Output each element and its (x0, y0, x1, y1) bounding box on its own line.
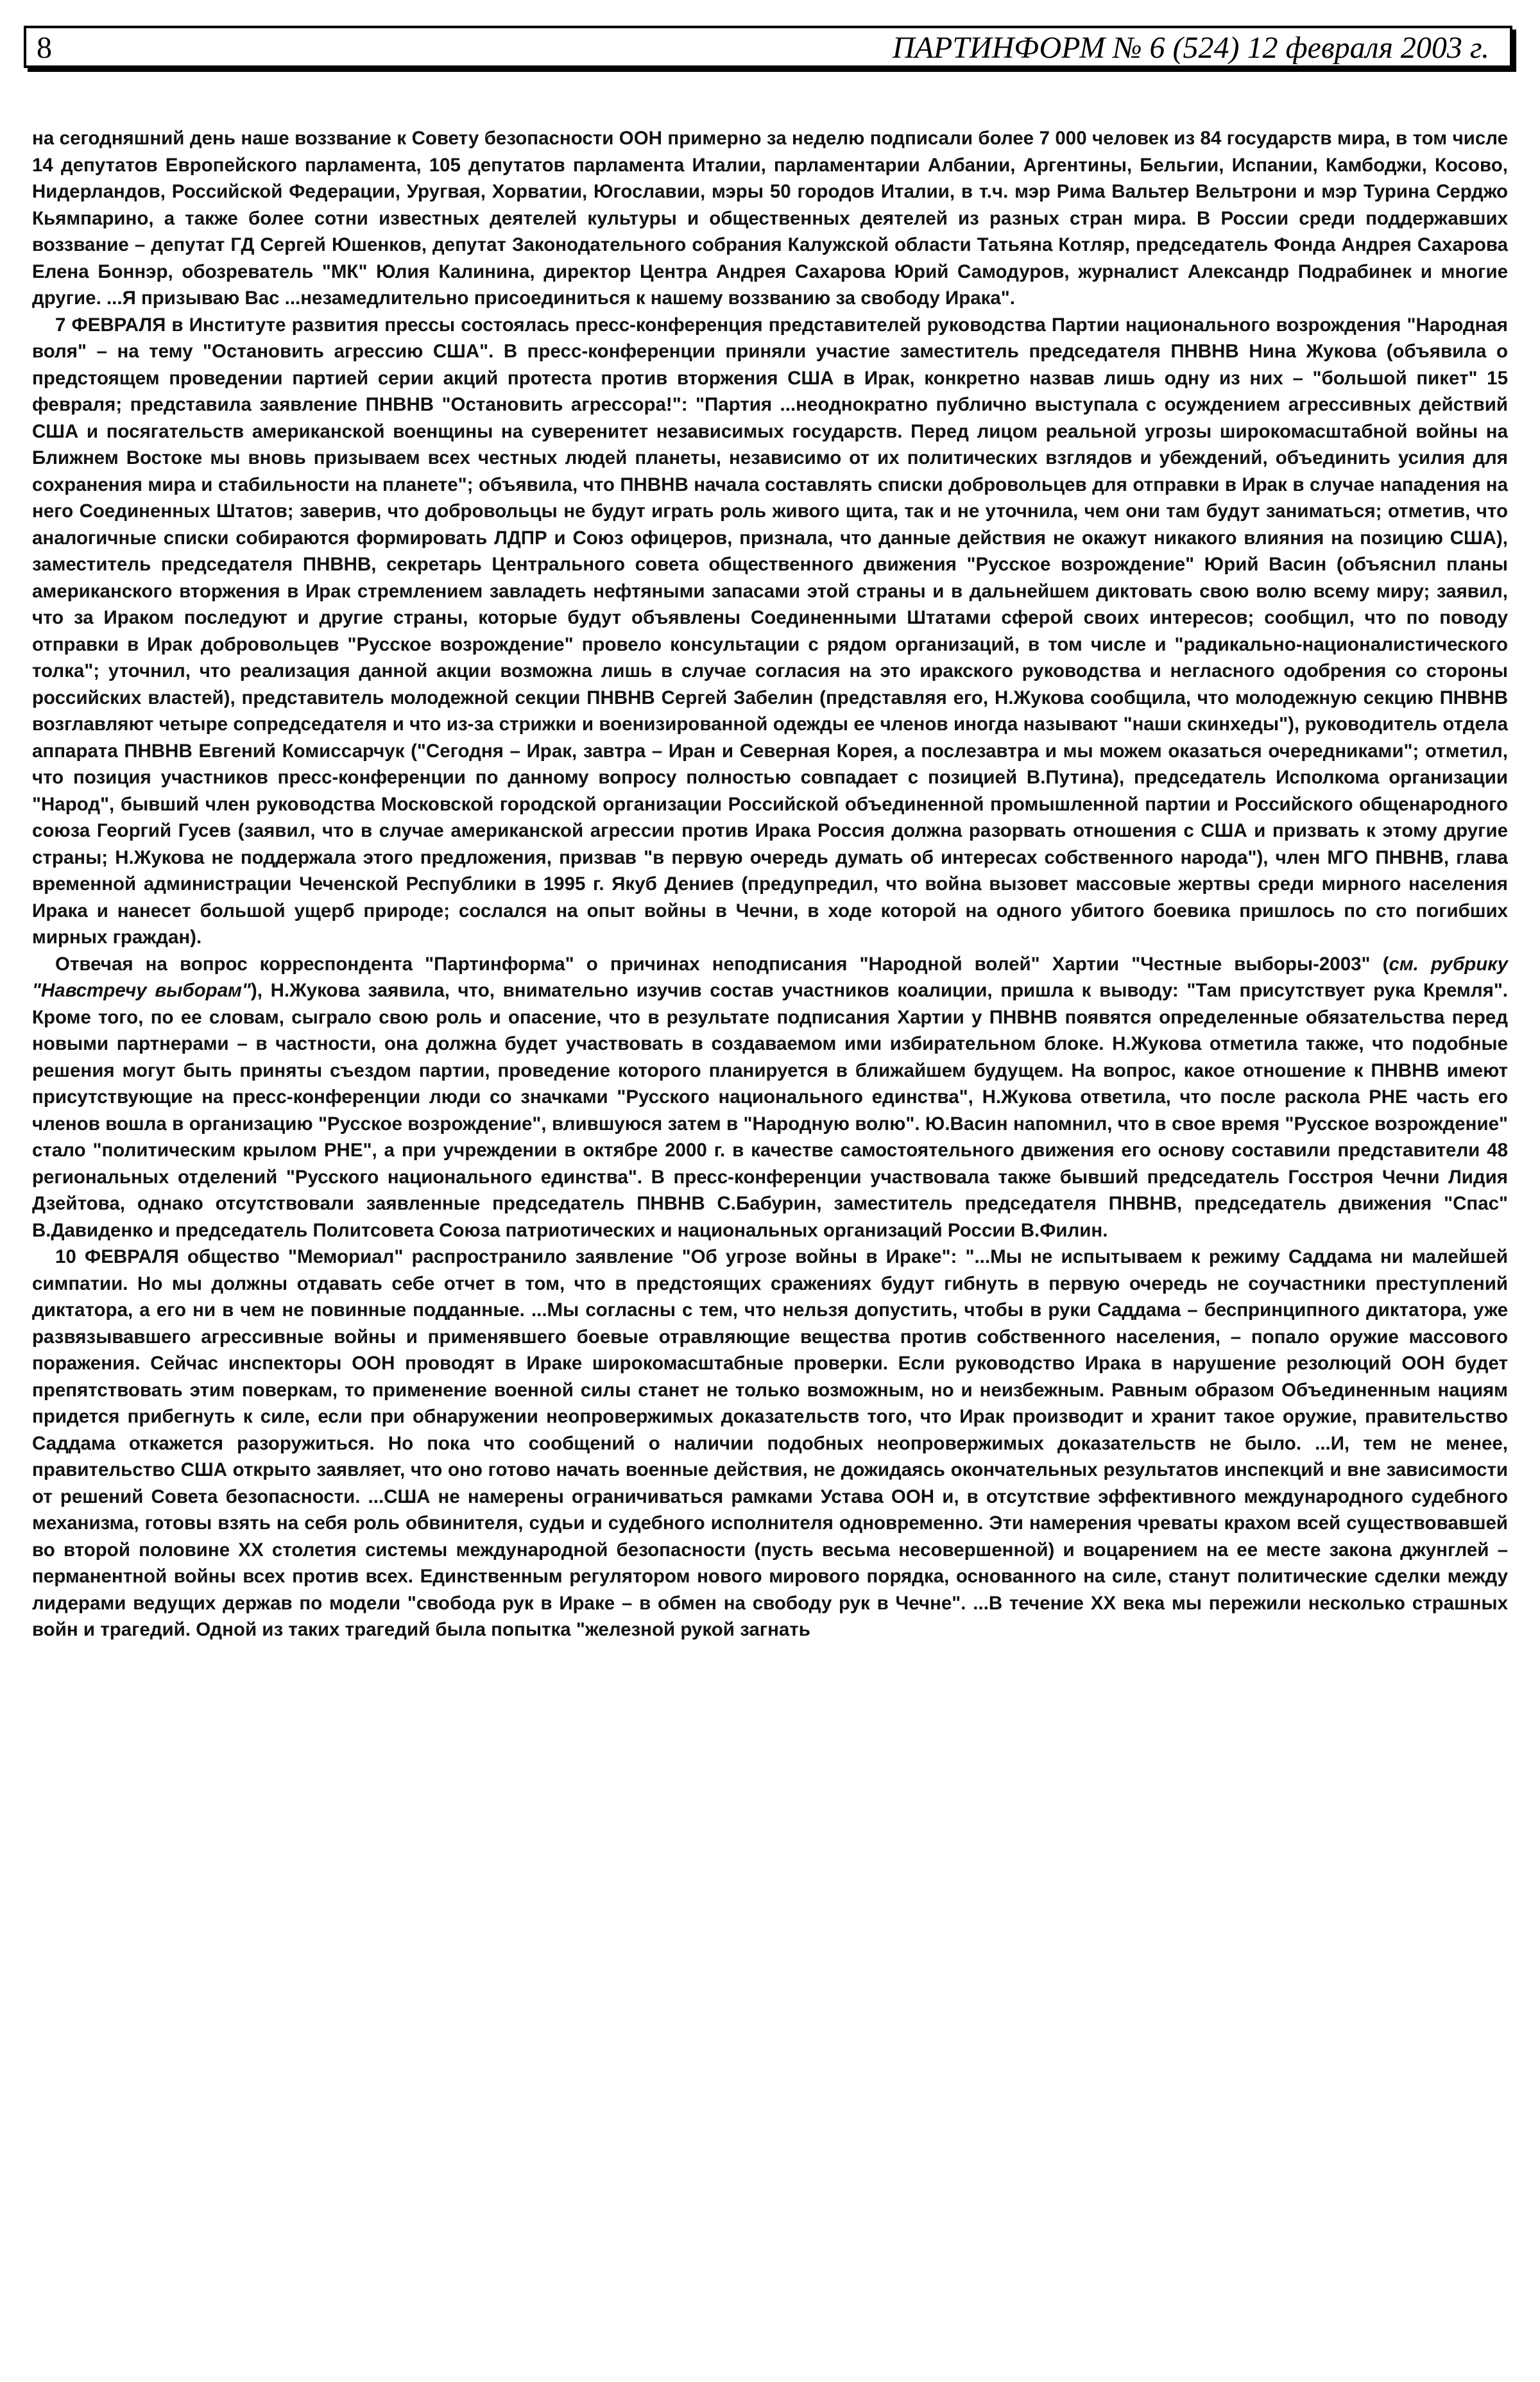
article-body (32, 125, 1508, 1643)
paragraph-charter-question (32, 951, 1508, 1244)
page-number: 8 (37, 31, 52, 65)
page-header (24, 26, 1512, 68)
rubric-reference: см. рубрику "Навстречу выборам" (32, 953, 1508, 1001)
paragraph-press-conference: 7 ФЕВРАЛЯ в Институте развития прессы состоялась пресс-конференция представителей руководства Партии национального возрождения "Народная воля" – на тему "Остановить агрессию США". В пресс-конференции приняли участие заместитель председателя ПНВНВ Нина Жукова (объявила о предстоящем проведении партией серии акций протеста против вторжения США в Ирак, конкретно назвав лишь одну из них – "большой пикет" 15 февраля; представила заявление ПНВНВ "Остановить агрессора!": "Партия ...неоднократно публично выступала с осуждением агрессивных действий США и посягательств американской военщины на суверенитет независимых государств. Перед лицом реальной угрозы широкомасштабной войны на Ближнем Востоке мы вновь призываем всех честных людей планеты, независимо от их политических взглядов и убеждений, объединить усилия для сохранения мира и стабильности на планете"; объявила, что ПНВНВ начала составлять списки добровольцев для отправки в Ирак в случае нападения на него Соединенных Штатов; заверив, что добровольцы не будут играть роль живого щита, так и не уточнила, чем они там будут заниматься; отметив, что аналогичные списки собираются формировать ЛДПР и Союз офицеров, признала, что данные действия не окажут никакого влияния на позицию США), заместитель председателя ПНВНВ, секретарь Центрального совета общественного движения "Русское возрождение" Юрий Васин (объяснил планы американского вторжения в Ирак стремлением завладеть нефтяными запасами этой страны и в дальнейшем диктовать свою волю всему миру; заявил, что за Ираком последуют и другие страны, которые будут объявлены Соединенными Штатами сферой своих интересов; сообщил, что по поводу отправки в Ирак добровольцев "Русское возрождение" провело консультации с рядом организаций, в том числе и "радикально-националистического толка"; уточнил, что реализация данной акции возможна лишь в случае согласия на это иракского руководства и негласного одобрения со стороны российских властей), представитель молодежной секции ПНВНВ Сергей Забелин (представляя его, Н.Жукова сообщила, что молодежную секцию ПНВНВ возглавляют четыре сопредседателя и что из-за стрижки и военизированной одежды ее членов иногда называют "наши скинхеды"), руководитель отдела аппарата ПНВНВ Евгений Комиссарчук ("Сегодня – Ирак, завтра – Иран и Северная Корея, а послезавтра и мы можем оказаться очередниками"; отметил, что позиция участников пресс-конференции по данному вопросу полностью совпадает с позицией В.Путина), председатель Исполкома организации "Народ", бывший член руководства Московской городской организации Российской объединенной промышленной партии и Российского общенародного союза Георгий Гусев (заявил, что в случае американской агрессии против Ирака Россия должна разорвать отношения с США и призвать к этому другие страны; Н.Жукова не поддержала этого предложения, призвав "в первую очередь думать об интересах собственного народа"), член МГО ПНВНВ, глава временной администрации Чеченской Республики в 1995 г. Якуб Дениев (предупредил, что война вызовет массовые жертвы среди мирного населения Ирака и нанесет большой ущерб природе; сослался на опыт войны в Чечни, в ходе которой на одного убитого боевика пришлось по сто погибших мирных граждан). (32, 314, 1508, 948)
publication-title: ПАРТИНФОРМ № 6 (524) 12 февраля 2003 г. (892, 31, 1489, 65)
paragraph-text: Отвечая на вопрос корреспондента "Партинформа" о причинах неподписания "Народной волей" Хартии "Честные выборы-2003" ( (55, 953, 1389, 975)
paragraph-text: ), Н.Жукова заявила, что, внимательно изучив состав участников коалиции, пришла к выводу: "Там присутствует рука Кремля". Кроме того, по ее словам, сыграло свою роль и опасение, что в результате подписания Хартии у ПНВНВ появятся определенные обязательства перед новыми партнерами – в частности, она должна будет участвовать в создаваемом ими избирательном блоке. Н.Жукова отметила также, что подобные решения могут быть приняты съездом партии, проведение которого планируется в ближайшем будущем. На вопрос, какое отношение к ПНВНВ имеют присутствующие на пресс-конференции люди со значками "Русского национального единства", Н.Жукова ответила, что после раскола РНЕ часть его членов вошла в организацию "Русское возрождение", влившуюся затем в "Народную волю". Ю.Васин напомнил, что в свое время "Русское возрождение" стало "политическим крылом РНЕ", а при учреждении в октябре 2000 г. в качестве самостоятельного движения его основу составили представители 48 региональных отделений "Русского национального единства". В пресс-конференции участвовала также бывший председатель Госстроя Чечни Лидия Дзейтова, однако отсутствовали заявленные председатель ПНВНВ С.Бабурин, заместитель председателя ПНВНВ, председатель движения "Спас" В.Давиденко и председатель Политсовета Союза патриотических и национальных организаций России В.Филин. (32, 980, 1508, 1241)
paragraph-appeal-signatures: на сегодняшний день наше воззвание к Совету безопасности ООН примерно за неделю подписали более 7 000 человек из 84 государств мира, в том числе 14 депутатов Европейского парламента, 105 депутатов парламента Италии, парламентарии Албании, Аргентины, Бельгии, Испании, Камбоджи, Косово, Нидерландов, Российской Федерации, Уругвая, Хорватии, Югославии, мэры 50 городов Италии, в т.ч. мэр Рима Вальтер Вельтрони и мэр Турина Серджо Кьямпарино, а также более сотни известных деятелей культуры и общественных деятелей из разных стран мира. В России среди поддержавших воззвание – депутат ГД Сергей Юшенков, депутат Законодательного собрания Калужской области Татьяна Котляр, председатель Фонда Андрея Сахарова Елена Боннэр, обозреватель "МК" Юлия Калинина, директор Центра Андрея Сахарова Юрий Самодуров, журналист Александр Подрабинек и многие другие. ...Я призываю Вас ...незамедлительно присоединиться к нашему воззванию за свободу Ирака". (32, 128, 1508, 309)
paragraph-memorial-statement: 10 ФЕВРАЛЯ общество "Мемориал" распространило заявление "Об угрозе войны в Ираке": "...Мы не испытываем к режиму Саддама ни малейшей симпатии. Но мы должны отдавать себе отчет в том, что в предстоящих сражениях будут гибнуть в первую очередь не соучастники преступлений диктатора, а его ни в чем не повинные подданные. ...Мы согласны с тем, что нельзя допустить, чтобы в руки Саддама – беспринципного диктатора, уже развязывавшего агрессивные войны и применявшего боевые отравляющие вещества против собственного населения, – попало оружие массового поражения. Сейчас инспекторы ООН проводят в Ираке широкомасштабные проверки. Если руководство Ирака в нарушение резолюций ООН будет препятствовать этим поверкам, то применение военной силы станет не только возможным, но и неизбежным. Равным образом Объединенным нациям придется прибегнуть к силе, если при обнаружении неопровержимых доказательств того, что Ирак производит и хранит такое оружие, правительство Саддама откажется разоружиться. Но пока что сообщений о наличии подобных неопровержимых доказательств не было. ...И, тем не менее, правительство США открыто заявляет, что оно готово начать военные действия, не дожидаясь окончательных результатов инспекций и вне зависимости от решений Совета безопасности. ...США не намерены ограничиваться рамками Устава ООН и, в отсутствие эффективного международного судебного механизма, готовы взять на себя роль обвинителя, судьи и судебного исполнителя одновременно. Эти намерения чреваты крахом всей существовавшей во второй половине XX столетия системы международной безопасности (пусть весьма несовершенной) и воцарением на ее месте закона джунглей – перманентной войны всех против всех. Единственным регулятором нового мирового порядка, основанного на силе, станут политические сделки между лидерами ведущих держав по модели "свобода рук в Ираке – в обмен на свободу рук в Чечне". ...В течение XX века мы пережили несколько страшных войн и трагедий. Одной из таких трагедий была попытка "железной рукой загнать (32, 1246, 1508, 1640)
